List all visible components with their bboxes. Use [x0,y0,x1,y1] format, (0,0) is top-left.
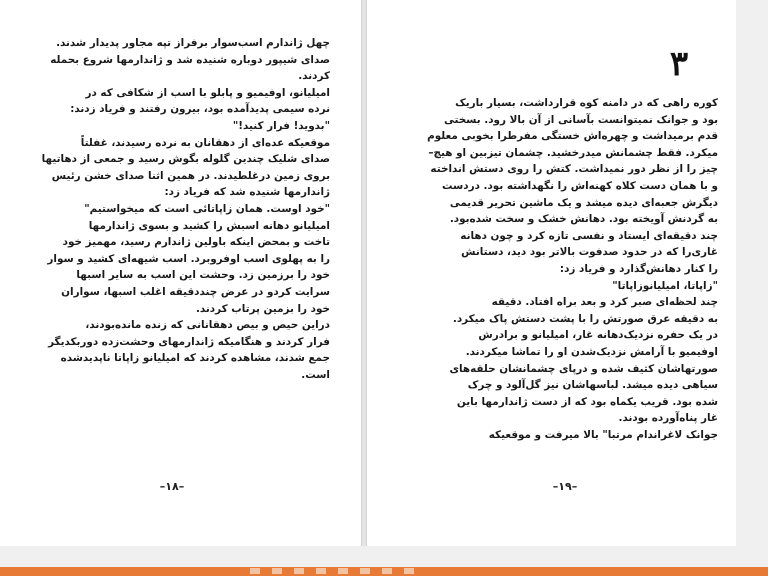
text-line: تاخت و بمحض اینکه باولین ژاندارم رسید، مهمیز خود [62,236,330,249]
left-page [0,0,362,546]
text-line: است. [301,368,330,381]
text-line: کوره راهی که در دامنه کوه قرارداشت، بسیار باریک [455,97,718,109]
text-line: چند دقیقه‌ای ایستاد و نفسی تازه کرد و چون دهانه [460,229,718,242]
text-line: صدای شیپور دوباره شنیده شد و ژاندارمها شروع بحمله [50,53,330,66]
text-line: چهل ژاندارم اسب‌سوار برفراز تپه مجاور پدیدار شدند. [56,37,330,49]
text-line: در یک حفره نزدیک‌دهانه غار، امیلیانو و برادرش [478,329,718,342]
text-line: غار پناه‌آورده بودند. [618,412,718,425]
page-number: –۱۸– [159,480,185,493]
text-line: جمع شدند، مشاهده کردند که امیلیانو زاپاتا ناپدیدشده [60,352,330,365]
viewer-side-margin [736,0,768,546]
text-line: سیاهی دیده میشد. لباسهاشان نیز گل‌آلود و چرک [467,379,718,392]
text-line: خود را برزمین زد. وحشت این اسب به سایر اسبها [76,269,330,282]
text-line: ژاندارمها شنیده شد که فریاد زد: [164,186,330,199]
text-line: فرار کردند و هنگامیکه ژاندارمهای وحشت‌زده دوربکدیگر [48,335,330,348]
text-line: موقعیکه عده‌ای از دهقانان به نرده رسیدند، غفلتاً [80,136,330,149]
bottom-bar-pattern [250,568,420,574]
text-line: "بدوید! فرار کنید!" [232,119,330,132]
text-line: به دقیقه عرق صورتش را با پشت دستش پاک میکرد. [452,312,718,325]
text-line: و با همان دست کلاه کهنه‌اش را نگهداشته بود. دردست [442,179,718,192]
text-line: صورتهاشان کثیف شده و درپای چشمانشان حلقه‌های [449,362,718,375]
text-line: دیگرش جعبه‌ای دیده میشد و یک ماشین تحریر قدیمی [449,196,718,209]
text-line: "خود اوست. همان زاپاتائی است که میخواستیم" [84,202,330,215]
text-line: نرده سیمی پدیدآمده بود، بیرون رفتند و فریاد زدند: [70,103,330,116]
text-line: "زاپاتا، امیلیانوزاپاتا" [612,279,718,292]
text-line: را به پهلوی اسب اوفروبرد. اسب شیهه‌ای کشید و سوار [47,252,330,265]
text-line: سرایت کردو در عرض چنددقیقه اغلب اسبها، سواران [61,285,330,298]
text-line: به گردنش آویخته بود. دهانش خشک و سخت شده‌بود. [449,213,718,226]
text-line: کردند. [298,70,330,83]
text-line: امیلیانو، اوفیمیو و پابلو با اسب از شکافی که در [85,86,330,99]
left-page-text [38,35,330,383]
text-line: غاری‌را که در حدود صدفوت بالاتر بود دید، دستانش [461,246,718,259]
text-line: چیز را از نظر دور نمیداشت. کتش را روی دستش انداخته [430,163,718,176]
viewer-bottom-bar [0,546,768,576]
text-line: صدای شلیک چندین گلوله بگوش رسید و جمعی از دهاتیها [41,153,330,166]
text-line: اوفیمیو با آرامش نزدیک‌شدن او را تماشا میکردند. [465,345,718,358]
text-line: قدم برمیداشت و چهره‌اش خستگی مفرطرا بخوبی معلوم [427,130,718,143]
text-line: جوانک لاغراندام مرتبا" بالا میرفت و موقعیکه [488,428,718,441]
text-line: را کنار دهانش‌گذارد و فریاد زد: [559,262,718,275]
text-line: میکرد. فقط چشمانش میدرخشید. چشمان تیزبین او هیچ– [428,146,718,159]
text-line: شده بود. قریب یکماه بود که از دست ژاندارمها باین [456,395,718,408]
right-page [366,0,736,546]
right-page-text [426,95,718,443]
text-line: امیلیانو دهانه اسبش را کشید و بسوی ژاندارمها [88,219,330,232]
page-number: –۱۹– [552,480,578,493]
text-line: چند لحظه‌ای صبر کرد و بعد براه افتاد. دقیقه [491,296,718,309]
text-line: بود و جوانک نمیتوانست بآسانی از آن بالا رود. بسختی [443,113,718,126]
chapter-number: ۳ [669,44,689,84]
text-line: دراین حیص و بیص دهقانانی که زنده مانده‌بودند، [85,319,330,332]
text-line: بروی زمین درغلطیدند. در همین اثنا صدای خشن رئیس [51,169,330,182]
text-line: خود را بزمین پرتاب کردند. [195,302,330,315]
